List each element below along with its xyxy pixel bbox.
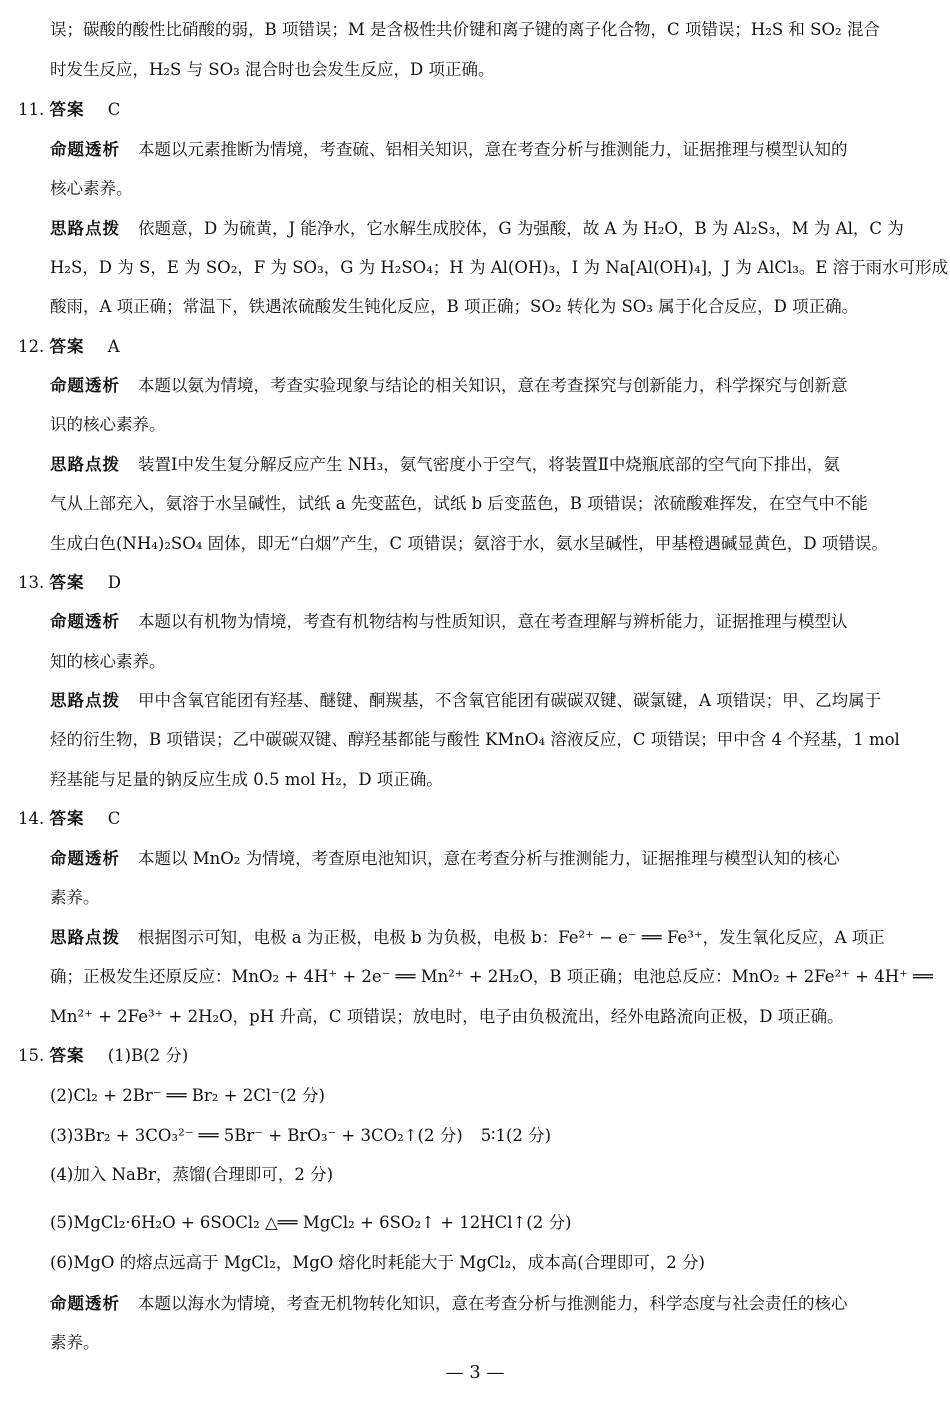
q13-insight-2: 知的核心素养。 [50, 652, 166, 671]
q14-hint-1 [50, 926, 885, 950]
q14-hint-2: 确；正极发生还原反应：MnO₂ + 4H⁺ + 2e⁻ ══ Mn²⁺ + 2H₂O，B 项正确；电池总反应：MnO₂ + 2Fe²⁺ + 4H⁺ ══ [50, 967, 933, 986]
q11-hint-2: H₂S，D 为 S，E 为 SO₂，F 为 SO₃，G 为 H₂SO₄；H 为 Al(OH)₃，I 为 Na[Al(OH)₄]，J 为 AlCl₃。E 溶于雨水可形成 [50, 258, 949, 277]
q11-hint-3: 酸雨，A 项正确；常温下，铁遇浓硫酸发生钝化反应，B 项正确；SO₂ 转化为 SO₃ 属于化合反应，D 项正确。 [50, 297, 859, 316]
question-number: 11. [18, 100, 45, 119]
hint-text: 依题意，D 为硫黄，J 能净水，它水解生成胶体，G 为强酸，故 A 为 H₂O，B 为 Al₂S₃，M 为 Al，C 为 [138, 219, 904, 238]
hint-label: 思路点拨 [50, 219, 120, 238]
question-number: 14. [18, 809, 45, 828]
answer-part-2: (2)Cl₂ + 2Br⁻ ══ Br₂ + 2Cl⁻(2 分) [50, 1086, 325, 1105]
hint-text: 根据图示可知，电极 a 为正极，电极 b 为负极，电极 b：Fe²⁺ − e⁻ ══ Fe³⁺，发生氧化反应，A 项正 [138, 928, 885, 947]
insight-text: 本题以有机物为情境，考查有机物结构与性质知识，意在考查理解与辨析能力，证据推理与模型认 [138, 612, 848, 631]
q15-insight-1 [50, 1292, 848, 1316]
q13-hint-1 [50, 689, 881, 713]
insight-label: 命题透析 [50, 140, 120, 159]
hint-label: 思路点拨 [50, 455, 120, 474]
answer-value: C [107, 809, 121, 828]
answer-label: 答案 [49, 1046, 85, 1065]
insight-text: 本题以氨为情境，考查实验现象与结论的相关知识，意在考查探究与创新能力，科学探究与创新意 [138, 376, 848, 395]
insight-text: 本题以元素推断为情境，考查硫、铝相关知识，意在考查分析与推测能力，证据推理与模型认知的 [138, 140, 848, 159]
page-number: — 3 — [445, 1362, 505, 1383]
q12-hint-1 [50, 453, 840, 477]
answer-value: C [107, 100, 121, 119]
q13-hint-3: 羟基能与足量的钠反应生成 0.5 mol H₂，D 项正确。 [50, 770, 443, 789]
answer-label: 答案 [49, 573, 85, 592]
q11-hint-1 [50, 217, 904, 241]
q13-answer-row [18, 571, 121, 595]
answer-part-3-ratio: 5∶1(2 分) [480, 1126, 552, 1145]
q12-insight-2: 识的核心素养。 [50, 415, 166, 434]
insight-label: 命题透析 [50, 1294, 120, 1313]
hint-label: 思路点拨 [50, 691, 120, 710]
question-number: 15. [18, 1046, 45, 1065]
q13-hint-2: 烃的衍生物，B 项错误；乙中碳碳双键、醇羟基都能与酸性 KMnO₄ 溶液反应，C 项错误；甲中含 4 个羟基，1 mol [50, 730, 900, 749]
question-number: 12. [18, 337, 45, 356]
insight-text: 本题以海水为情境，考查无机物转化知识，意在考查分析与推测能力，科学态度与社会责任的核心 [138, 1294, 848, 1313]
q11-insight-1 [50, 138, 848, 162]
question-number: 13. [18, 573, 45, 592]
insight-label: 命题透析 [50, 612, 120, 631]
q12-hint-2: 气从上部充入，氨溶于水呈碱性，试纸 a 先变蓝色，试纸 b 后变蓝色，B 项错误；浓硫酸难挥发，在空气中不能 [50, 494, 868, 513]
q15-answer-row [18, 1044, 188, 1068]
q12-answer-row [18, 335, 120, 359]
q12-hint-3: 生成白色(NH₄)₂SO₄ 固体，即无“白烟”产生，C 项错误；氨溶于水，氨水呈碱性，甲基橙遇碱显黄色，D 项错误。 [50, 534, 888, 553]
hint-text: 装置Ⅰ中发生复分解反应产生 NH₃，氨气密度小于空气，将装置Ⅱ中烧瓶底部的空气向下排出，氨 [138, 455, 840, 474]
q14-hint-3: Mn²⁺ + 2Fe³⁺ + 2H₂O，pH 升高，C 项错误；放电时，电子由负极流出，经外电路流向正极，D 项正确。 [50, 1007, 844, 1026]
answer-part-3-equation: (3)3Br₂ + 3CO₃²⁻ ══ 5Br⁻ + BrO₃⁻ + 3CO₂↑(2 分) [50, 1126, 463, 1145]
q14-insight-1 [50, 847, 840, 871]
answer-part-5: (5)MgCl₂·6H₂O + 6SOCl₂ △══ MgCl₂ + 6SO₂↑ + 12HCl↑(2 分) [50, 1213, 572, 1232]
hint-label: 思路点拨 [50, 928, 120, 947]
answer-label: 答案 [49, 100, 85, 119]
q10-line-1: 误；碳酸的酸性比硝酸的弱，B 项错误；M 是含极性共价键和离子键的离子化合物，C 项错误；H₂S 和 SO₂ 混合 [50, 20, 880, 39]
answer-value: D [107, 573, 121, 592]
insight-label: 命题透析 [50, 376, 120, 395]
answer-value: A [107, 337, 120, 356]
q11-insight-2: 核心素养。 [50, 179, 133, 198]
answer-label: 答案 [49, 809, 85, 828]
q13-insight-1 [50, 610, 848, 634]
insight-text: 本题以 MnO₂ 为情境，考查原电池知识，意在考查分析与推测能力，证据推理与模型认知的核心 [138, 849, 840, 868]
q14-answer-row [18, 807, 120, 831]
q11-answer-row [18, 98, 120, 122]
answer-part-3 [50, 1124, 551, 1148]
q12-insight-1 [50, 374, 848, 398]
answer-label: 答案 [49, 337, 85, 356]
q10-line-2: 时发生反应，H₂S 与 SO₃ 混合时也会发生反应，D 项正确。 [50, 60, 495, 79]
q14-insight-2: 素养。 [50, 888, 100, 907]
answer-part-6: (6)MgO 的熔点远高于 MgCl₂，MgO 熔化时耗能大于 MgCl₂，成本高(合理即可，2 分) [50, 1253, 705, 1272]
hint-text: 甲中含氧官能团有羟基、醚键、酮羰基，不含氧官能团有碳碳双键、碳氯键，A 项错误；甲、乙均属于 [138, 691, 882, 710]
answer-part-4: (4)加入 NaBr，蒸馏(合理即可，2 分) [50, 1165, 334, 1184]
insight-label: 命题透析 [50, 849, 120, 868]
answer-part-1: (1)B(2 分) [107, 1046, 189, 1065]
q15-insight-2: 素养。 [50, 1333, 100, 1352]
